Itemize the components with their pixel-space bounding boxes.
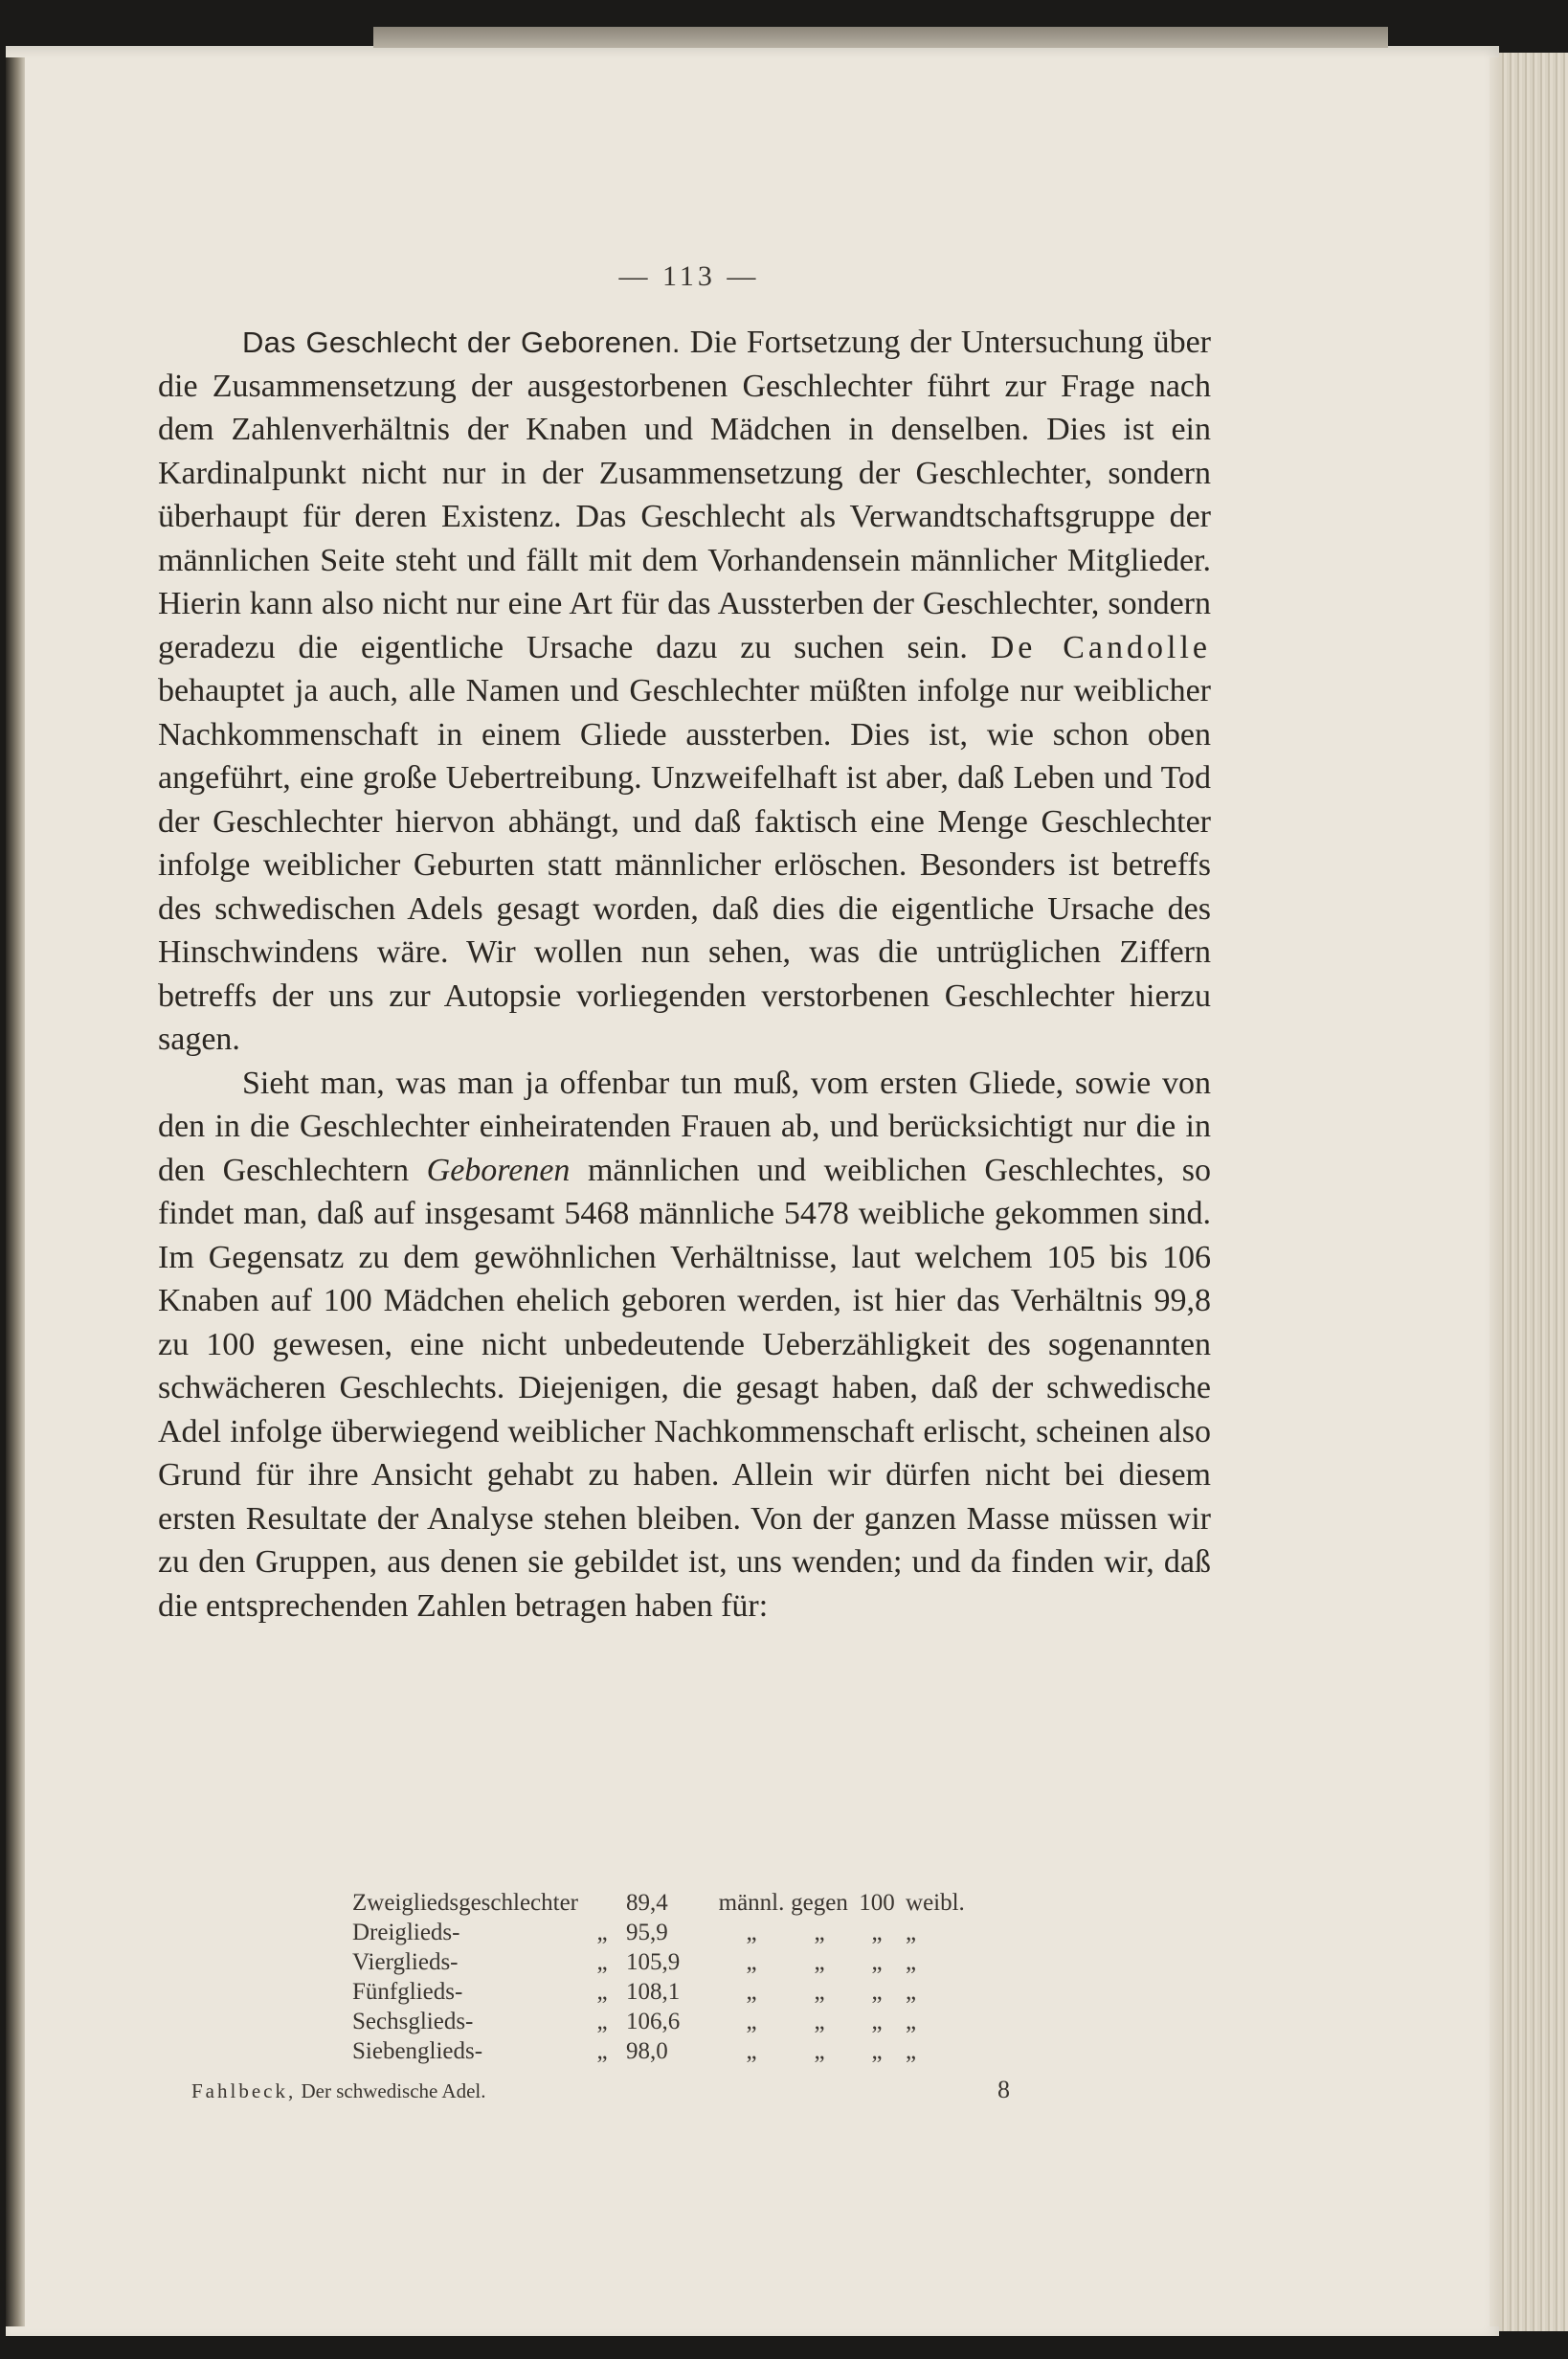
table-row [352, 2009, 965, 2038]
table-cell-q [578, 1890, 626, 1920]
table-cell-u4: „ [906, 1920, 917, 1945]
table-cell-q: „ [596, 1920, 608, 1945]
paragraph-1-text-continued: behauptet ja auch, alle Namen und Geschlechter müßten infolge nur weiblicher Nachkommenschaft in einem Gliede aussterben. Dies ist, wie schon oben angeführt, eine große Uebertreibung. Unzweifelhaft ist aber, daß Leben und Tod der Geschlechter hiervon abhängt, und daß faktisch eine Menge Geschlechter infolge weiblicher Geburten statt männlicher erlöschen. Besonders ist betreffs des schwedischen Adels gesagt worden, daß dies die eigentliche Ursache des Hinschwindens wäre. Wir wollen nun sehen, was die untrüglichen Ziffern betreffs der uns zur Autopsie vorliegenden verstorbenen Geschlechter hierzu sagen. [158, 673, 1211, 1057]
table-row [352, 1890, 965, 1920]
table-cell-u2: „ [814, 1979, 825, 2005]
signature-mark: 8 [997, 2076, 1010, 2103]
table-row [352, 1920, 965, 1949]
table-cell-u1: „ [746, 1920, 757, 1945]
table-cell-u3: „ [871, 2009, 883, 2034]
table-cell-u4: weibl. [906, 1890, 965, 1916]
table-row [352, 2038, 965, 2068]
table-cell-q: „ [596, 2038, 608, 2064]
paragraph-2 [158, 1062, 1211, 1629]
cited-name: De Candolle [990, 629, 1211, 665]
footer-author: Fahlbeck, [191, 2079, 297, 2102]
table-cell-label: Fünfglieds- [352, 1979, 463, 2005]
book-spine [6, 57, 25, 2326]
paragraph-1-text: Die Fortsetzung der Untersuchung über die Zusammensetzung der ausgestorbenen Geschlechter führt zur Frage nach dem Zahlenverhältnis der Knaben und Mädchen in denselben. Dies ist ein Kardinalpunkt nicht nur in der Zusammensetzung der Geschlechter, sondern überhaupt für deren Existenz. Das Geschlecht als Verwandtschaftsgruppe der männlichen Seite steht und fällt mit dem Vorhandensein männlicher Mitglieder. Hierin kann also nicht nur eine Art für das Aussterben der Geschlechter, sondern geradezu die eigentliche Ursache dazu zu suchen sein. [158, 325, 1211, 665]
ratio-table [352, 1890, 965, 2068]
table-row [352, 1949, 965, 1979]
table-cell-u3: „ [871, 1920, 883, 1945]
table-cell-u4: „ [906, 2009, 917, 2034]
footer-title: Der schwedische Adel. [296, 2079, 486, 2102]
section-heading: Das Geschlecht der Geborenen. [242, 326, 681, 359]
emphasized-word: Geborenen [426, 1152, 571, 1188]
table-cell-u1: „ [746, 2038, 757, 2064]
table-cell-u3: „ [871, 1949, 883, 1975]
table-cell-value: 108,1 [626, 1979, 681, 2005]
table-cell-q: „ [596, 1979, 608, 2005]
table-cell-u2: „ [814, 1949, 825, 1975]
table-cell-u1: „ [746, 2009, 757, 2034]
table-cell-u1: „ [746, 1979, 757, 2005]
table-cell-u2: gegen [791, 1890, 848, 1916]
page-stack-edge [1499, 53, 1568, 2331]
table-cell-q: „ [596, 1949, 608, 1975]
page-number-header: — 113 — [618, 260, 760, 292]
table-cell-u3: „ [871, 2038, 883, 2064]
table-cell-value: 106,6 [626, 2009, 681, 2034]
paragraph-1 [158, 321, 1211, 1062]
table-cell-u1: männl. [718, 1890, 785, 1916]
table-cell-value: 98,0 [626, 2038, 668, 2064]
table-cell-u4: „ [906, 1979, 917, 2005]
table-cell-value: 89,4 [626, 1890, 668, 1916]
table-cell-u1: „ [746, 1949, 757, 1975]
table-cell-u3: 100 [859, 1890, 895, 1916]
table-cell-u4: „ [906, 1949, 917, 1975]
running-footer [191, 2079, 486, 2103]
table-cell-u2: „ [814, 2038, 825, 2064]
table-cell-u3: „ [871, 1979, 883, 2005]
table-row [352, 1979, 965, 2009]
page-top-edge [373, 27, 1388, 48]
table-cell-u2: „ [814, 2009, 825, 2034]
table-cell-u2: „ [814, 1920, 825, 1945]
table-cell-q: „ [596, 2009, 608, 2034]
table-cell-value: 105,9 [626, 1949, 681, 1975]
body-text [158, 321, 1211, 1628]
table-cell-u4: „ [906, 2038, 917, 2064]
paragraph-2-text: Sieht man, was man ja offenbar tun muß, vom ersten Gliede, sowie von den in die Geschlechter einheiratenden Frauen ab, und berücksichtigt nur die in den Geschlechtern [158, 1065, 1211, 1188]
table-cell-label: Siebenglieds- [352, 2038, 483, 2064]
table-cell-value: 95,9 [626, 1920, 668, 1945]
paragraph-2-text-continued: männlichen und weiblichen Geschlechtes, so findet man, daß auf insgesamt 5468 männliche 5478 weibliche gekommen sind. Im Gegensatz zu dem gewöhnlichen Verhältnisse, laut welchem 105 bis 106 Knaben auf 100 Mädchen ehelich geboren werden, ist hier das Verhältnis 99,8 zu 100 gewesen, eine nicht unbedeutende Ueberzähligkeit des sogenannten schwächeren Geschlechts. Diejenigen, die gesagt haben, daß der schwedische Adel infolge überwiegend weiblicher Nachkommenschaft erlischt, scheinen also Grund für ihre Ansicht gehabt zu haben. Allein wir dürfen nicht bei diesem ersten Resultate der Analyse stehen bleiben. Von der ganzen Masse müssen wir zu den Gruppen, aus denen sie gebildet ist, uns wenden; und da finden wir, daß die entsprechenden Zahlen betragen haben für: [158, 1152, 1212, 1624]
table-cell-label: Sechsglieds- [352, 2009, 474, 2034]
table-cell-label: Dreiglieds- [352, 1920, 460, 1945]
table-cell-label: Zweigliedsgeschlechter [352, 1890, 579, 1916]
table-cell-label: Vierglieds- [352, 1949, 459, 1975]
